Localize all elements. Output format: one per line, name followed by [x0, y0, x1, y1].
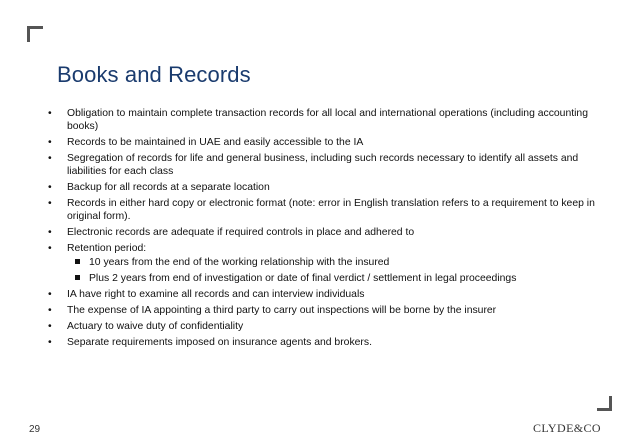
- bullet-item: [48, 136, 600, 149]
- bullet-text: The expense of IA appointing a third party to carry out inspections will be borne by the insurer: [67, 305, 497, 316]
- bullet-marker: •: [48, 137, 52, 148]
- bullet-list: [48, 107, 600, 352]
- bullet-marker: •: [48, 321, 52, 332]
- sub-bullet-item: [67, 256, 600, 269]
- bullet-text: Records to be maintained in UAE and easily accessible to the IA: [67, 137, 364, 148]
- bullet-text: IA have right to examine all records and can interview individuals: [67, 289, 365, 300]
- bullet-marker: •: [48, 108, 52, 119]
- square-bullet-marker: [75, 259, 80, 264]
- bullet-text: Actuary to waive duty of confidentiality: [67, 321, 244, 332]
- bullet-item: [48, 336, 600, 349]
- bullet-marker: •: [48, 227, 52, 238]
- sub-bullet-item: [67, 272, 600, 285]
- page-number: 29: [29, 424, 41, 435]
- clyde-co-logo: CLYDE&CO: [533, 421, 601, 435]
- bullet-text: Separate requirements imposed on insurance agents and brokers.: [67, 337, 372, 348]
- bullet-marker: •: [48, 153, 52, 164]
- bullet-item: [48, 181, 600, 194]
- bullet-text: Records in either hard copy or electronic format (note: error in English translation refers to a requirement to keep in original form).: [67, 198, 595, 222]
- bullet-marker: •: [48, 243, 52, 254]
- corner-bracket-bottom-right: [597, 396, 612, 411]
- bullet-item: [48, 304, 600, 317]
- bullet-text: Segregation of records for life and general business, including such records necessary to identify all assets and liabilities for each class: [67, 153, 579, 177]
- bullet-text: Retention period:: [67, 243, 147, 254]
- bullet-marker: •: [48, 337, 52, 348]
- bullet-item: [48, 226, 600, 239]
- square-bullet-marker: [75, 275, 80, 280]
- bullet-text: Obligation to maintain complete transaction records for all local and international operations (including accounting books): [67, 108, 588, 132]
- bullet-text: Electronic records are adequate if required controls in place and adhered to: [67, 227, 415, 238]
- bullet-text: Backup for all records at a separate location: [67, 182, 270, 193]
- bullet-item: [48, 197, 600, 223]
- bullet-marker: •: [48, 182, 52, 193]
- sub-bullet-text: Plus 2 years from end of investigation or date of final verdict / settlement in legal proceedings: [89, 273, 517, 284]
- sub-bullet-list: [67, 256, 600, 285]
- corner-bracket-top-left: [27, 26, 43, 42]
- bullet-item: [48, 152, 600, 178]
- bullet-marker: •: [48, 289, 52, 300]
- sub-bullet-text: 10 years from the end of the working relationship with the insured: [89, 257, 390, 268]
- bullet-item: [48, 242, 600, 285]
- bullet-item: [48, 320, 600, 333]
- slide-title: Books and Records: [57, 62, 251, 87]
- bullet-item: [48, 288, 600, 301]
- bullet-marker: •: [48, 198, 52, 209]
- bullet-marker: •: [48, 305, 52, 316]
- bullet-item: [48, 107, 600, 133]
